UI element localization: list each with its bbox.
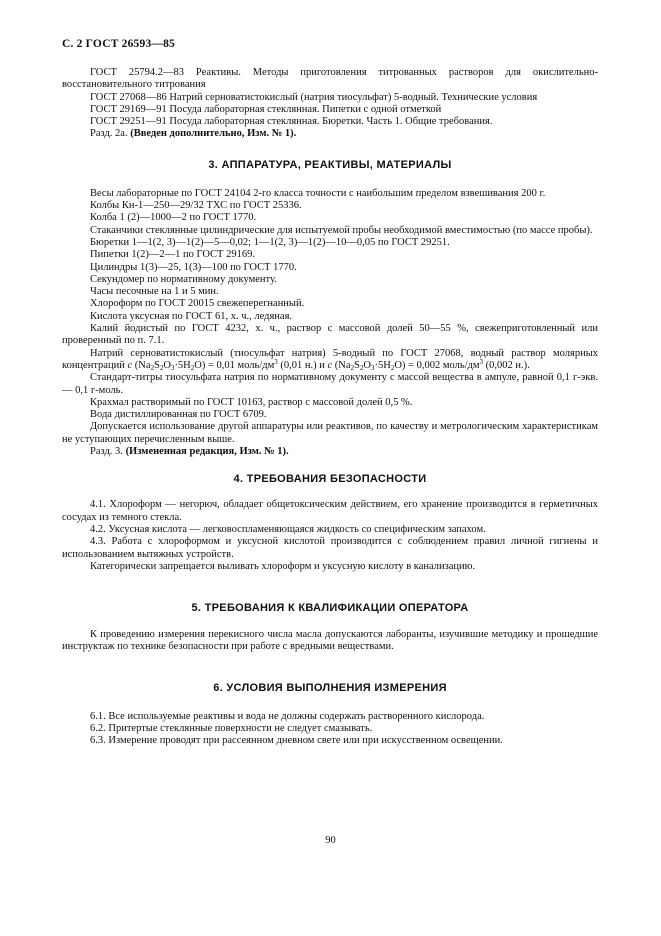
section-title: 3. АППАРАТУРА, РЕАКТИВЫ, МАТЕРИАЛЫ bbox=[208, 158, 452, 171]
list-item: 6.2. Притертые стеклянные поверхности не следует смазывать. bbox=[90, 722, 373, 734]
list-item: Секундомер по нормативному документу. bbox=[90, 273, 277, 285]
amendment-text: (Измененная редакция, Изм. № 1). bbox=[125, 446, 289, 458]
section-safety bbox=[62, 473, 598, 573]
amendment-label: Разд. 2а. bbox=[90, 128, 128, 140]
list-item: Хлороформ по ГОСТ 20015 свежеперегнанный. bbox=[90, 298, 305, 310]
list-item: Часы песочные на 1 и 5 мин. bbox=[90, 286, 219, 298]
list-item: 4.3. Работа с хлороформом и уксусной кислотой производится с соблюдением правил личной гигиены и использованием вытяжных устройств. bbox=[62, 536, 598, 560]
list-item: Стандарт-титры тиосульфата натрия по нормативному документу с массой вещества в ампуле, равной 0,1 г-экв. — 0,1 г-моль. bbox=[62, 372, 598, 396]
list-item: Крахмал растворимый по ГОСТ 10163, раствор с массовой долей 0,5 %. bbox=[90, 396, 413, 408]
reference-item: ГОСТ 29169—91 Посуда лабораторная стеклянная. Пипетки с одной отметкой bbox=[90, 103, 442, 115]
amendment-note bbox=[62, 446, 598, 458]
list-item: Колбы Кн-1—250—29/32 ТХС по ГОСТ 25336. bbox=[90, 200, 302, 212]
page-number: 90 bbox=[325, 835, 336, 846]
section-title: 5. ТРЕБОВАНИЯ К КВАЛИФИКАЦИИ ОПЕРАТОРА bbox=[191, 602, 469, 615]
list-item: 6.3. Измерение проводят при рассеянном дневном свете или при искусственном освещении. bbox=[90, 735, 503, 747]
list-item: Вода дистиллированная по ГОСТ 6709. bbox=[90, 409, 267, 421]
section-qualification bbox=[62, 602, 598, 654]
list-item: Калий йодистый по ГОСТ 4232, х. ч., раствор с массовой долей 50—55 %, свежеприготовленный или проверенный по п. 7.1. bbox=[62, 323, 598, 347]
list-item: 6.1. Все используемые реактивы и вода не должны содержать растворенного кислорода. bbox=[90, 710, 485, 722]
section-title: 6. УСЛОВИЯ ВЫПОЛНЕНИЯ ИЗМЕРЕНИЯ bbox=[213, 681, 447, 694]
reference-item: ГОСТ 27068—86 Натрий серноватистокислый (натрия тиосульфат) 5-водный. Технические условия bbox=[90, 91, 538, 103]
list-item: Допускается использование другой аппаратуры или реактивов, по качеству и метрологическим характеристикам не уступающих перечисленным выше. bbox=[62, 421, 598, 445]
thiosulfate-item: Натрий серноватистокислый (тиосульфат натрия) 5-водный по ГОСТ 27068, водный раствор молярных концентраций c $(Na_2S_2O_3\cdot 5H_2O) = 0,01$ моль/$дм^3$ (0,01 н.) и c $(Na_2S_2O_3\cdot 5H_2O) = 0,002$ моль/$дм^3$ (0,002 н.). bbox=[62, 347, 598, 372]
reference-item: ГОСТ 25794.2—83 Реактивы. Методы приготовления титрованных растворов для окислительно-восстановительного титрования bbox=[62, 67, 598, 91]
list-item: Бюретки 1—1(2, 3)—1(2)—5—0,02; 1—1(2, 3)—1(2)—10—0,05 по ГОСТ 29251. bbox=[90, 236, 450, 248]
list-item: Весы лабораторные по ГОСТ 24104 2-го класса точности с наибольшим пределом взвешивания 200 г. bbox=[90, 187, 546, 199]
section-apparatus bbox=[62, 159, 598, 459]
section-conditions bbox=[62, 682, 598, 748]
page-header: С. 2 ГОСТ 26593—85 bbox=[62, 38, 175, 50]
list-item: Категорически запрещается выливать хлороформ и уксусную кислоту в канализацию. bbox=[90, 560, 476, 572]
list-item: Колба 1 (2)—1000—2 по ГОСТ 1770. bbox=[90, 212, 257, 224]
reference-item: ГОСТ 29251—91 Посуда лабораторная стеклянная. Бюретки. Часть 1. Общие требования. bbox=[90, 116, 493, 128]
list-item: 4.1. Хлороформ — негорюч, обладает общетоксическим действием, его хранение производится в герметичных сосудах из темного стекла. bbox=[62, 499, 598, 523]
amendment-label: Разд. 3. bbox=[90, 446, 123, 458]
list-item: Цилиндры 1(3)—25, 1(3)—100 по ГОСТ 1770. bbox=[90, 261, 297, 273]
list-item: 4.2. Уксусная кислота — легковоспламеняющаяся жидкость со специфическим запахом. bbox=[90, 523, 486, 535]
list-item: Пипетки 1(2)—2—1 по ГОСТ 29169. bbox=[90, 249, 255, 261]
list-item: Кислота уксусная по ГОСТ 61, х. ч., ледяная. bbox=[90, 310, 293, 322]
amendment-note bbox=[62, 128, 598, 140]
document-page bbox=[62, 38, 598, 748]
amendment-text: (Введен дополнительно, Изм. № 1). bbox=[130, 128, 297, 140]
references-list bbox=[62, 67, 598, 141]
list-item: Стаканчики стеклянные цилиндрические для испытуемой пробы необходимой вместимостью (по массе пробы). bbox=[90, 224, 593, 236]
section-title: 4. ТРЕБОВАНИЯ БЕЗОПАСНОСТИ bbox=[233, 473, 427, 486]
list-item: К проведению измерения перекисного числа масла допускаются лаборанты, изучившие методику и прошедшие инструктаж по технике безопасности при работе с вредными веществами. bbox=[62, 629, 598, 653]
